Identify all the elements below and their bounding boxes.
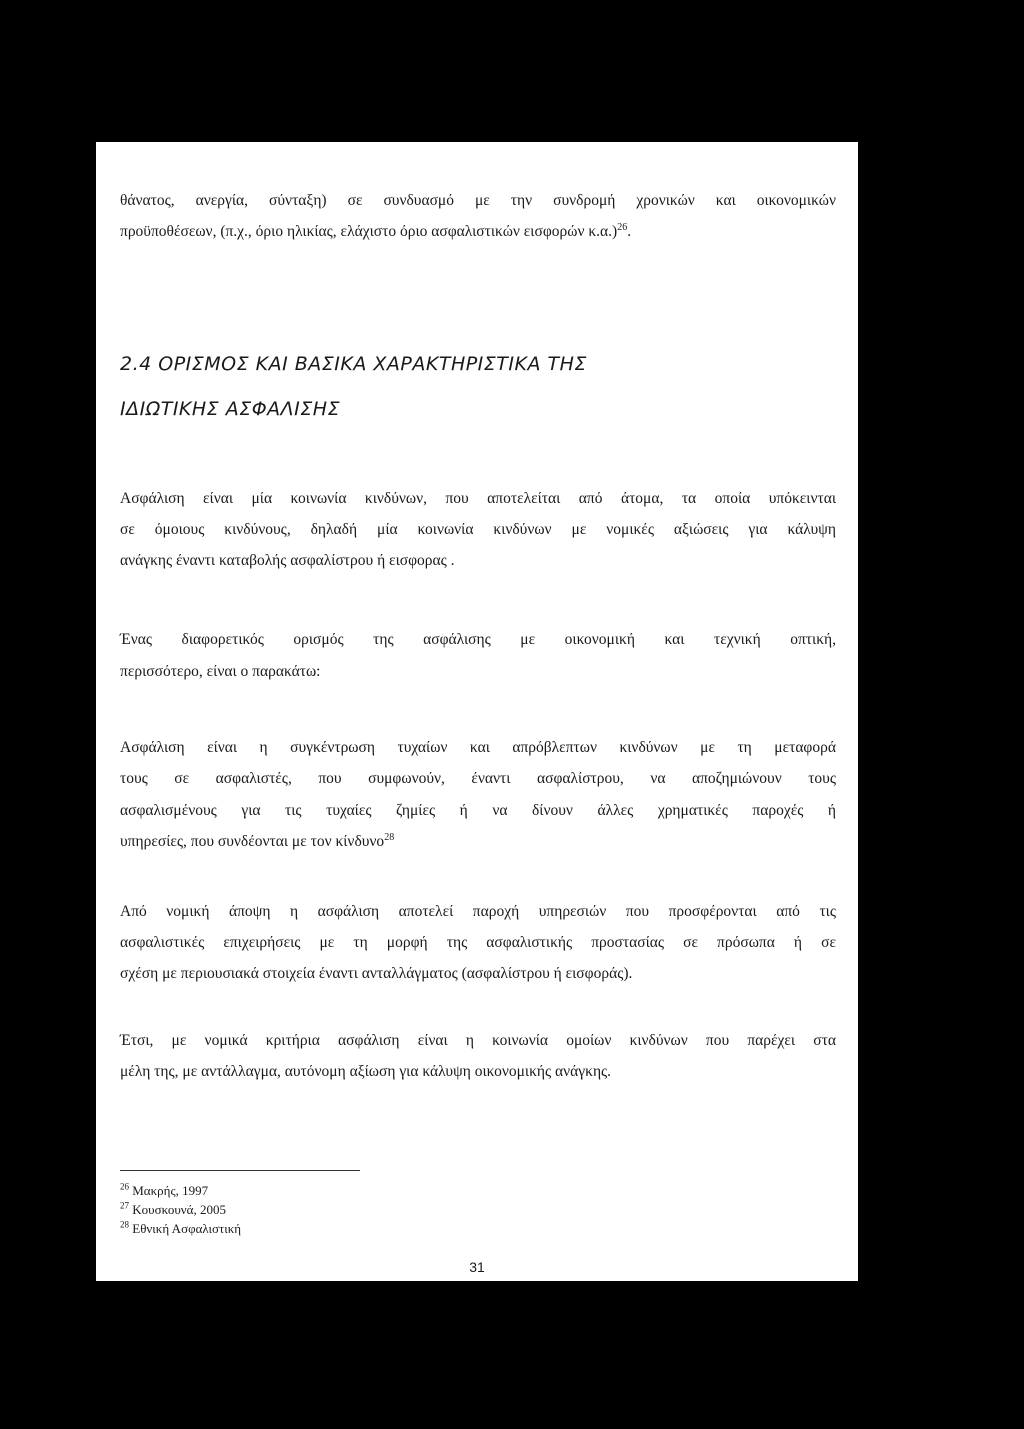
para1-line-1: Ασφάλιση είναι μία κοινωνία κινδύνων, που αποτελείται από άτομα, τα οποία υπόκεινται	[120, 490, 836, 507]
footnote-mark: 27	[120, 1200, 129, 1211]
footnote-27	[120, 1202, 226, 1218]
para4-line-3: σχέση με περιουσιακά στοιχεία έναντι ανταλλάγματος (ασφαλίστρου ή εισφοράς).	[120, 965, 633, 982]
para1-line-3: ανάγκης έναντι καταβολής ασφαλίστρου ή εισφορας .	[120, 552, 455, 569]
footnote-text: Κουσκουνά, 2005	[132, 1202, 226, 1217]
section-heading-line-1: 2.4 ΟΡΙΣΜΟΣ ΚΑΙ ΒΑΣΙΚΑ ΧΑΡΑΚΤΗΡΙΣΤΙΚΑ ΤΗΣ	[120, 353, 587, 375]
para1-line-2: σε όμοιους κινδύνους, δηλαδή μία κοινωνία κινδύνων με νομικές αξιώσεις για κάλυψη	[120, 521, 836, 538]
para3-line-1: Ασφάλιση είναι η συγκέντρωση τυχαίων και απρόβλεπτων κινδύνων με τη μεταφορά	[120, 739, 836, 756]
para5-line-1: Έτσι, με νομικά κριτήρια ασφάλιση είναι η κοινωνία ομοίων κινδύνων που παρέχει στα	[120, 1032, 836, 1049]
document-page	[96, 142, 858, 1281]
footnote-mark: 26	[120, 1181, 129, 1192]
section-heading-line-2: ΙΔΙΩΤΙΚΗΣ ΑΣΦΑΛΙΣΗΣ	[120, 398, 341, 420]
para2-line-2: περισσότερο, είναι ο παρακάτω:	[120, 663, 321, 680]
continuation-line-2-end: .	[627, 223, 632, 240]
continuation-line-2-text: προϋποθέσεων, (π.χ., όριο ηλικίας, ελάχιστο όριο ασφαλιστικών εισφορών κ.α.)	[120, 223, 618, 240]
para3-line-3: ασφαλισμένους για τις τυχαίες ζημίες ή να δίνουν άλλες χρηματικές παροχές ή	[120, 802, 836, 819]
para2-line-1: Ένας διαφορετικός ορισμός της ασφάλισης με οικονομική και τεχνική οπτική,	[120, 631, 836, 648]
footnote-ref-26: 26	[617, 221, 628, 233]
page-number: 31	[469, 1259, 485, 1275]
footnote-28	[120, 1221, 241, 1237]
para3-line-4-text: υπηρεσίες, που συνδέονται με τον κίνδυνο	[120, 833, 385, 850]
para3-line-2: τους σε ασφαλιστές, που συμφωνούν, έναντι ασφαλίστρου, να αποζημιώνουν τους	[120, 770, 836, 787]
footnote-mark: 28	[120, 1219, 129, 1230]
para5-line-2: μέλη της, με αντάλλαγμα, αυτόνομη αξίωση για κάλυψη οικονομικής ανάγκης.	[120, 1063, 612, 1080]
footnote-ref-28: 28	[384, 831, 395, 843]
footnote-26	[120, 1183, 208, 1199]
para4-line-1: Από νομική άποψη η ασφάλιση αποτελεί παροχή υπηρεσιών που προσφέρονται από τις	[120, 903, 836, 920]
para3-line-4	[120, 832, 836, 852]
footnote-text: Εθνική Ασφαλιστική	[132, 1221, 242, 1236]
para4-line-2: ασφαλιστικές επιχειρήσεις με τη μορφή της ασφαλιστικής προστασίας σε πρόσωπα ή σε	[120, 934, 836, 951]
footnote-separator	[120, 1170, 360, 1171]
footnote-text: Μακρής, 1997	[132, 1183, 209, 1198]
continuation-line-1: θάνατος, ανεργία, σύνταξη) σε συνδυασμό με την συνδρομή χρονικών και οικονομικών	[120, 192, 836, 209]
continuation-line-2	[120, 222, 836, 242]
